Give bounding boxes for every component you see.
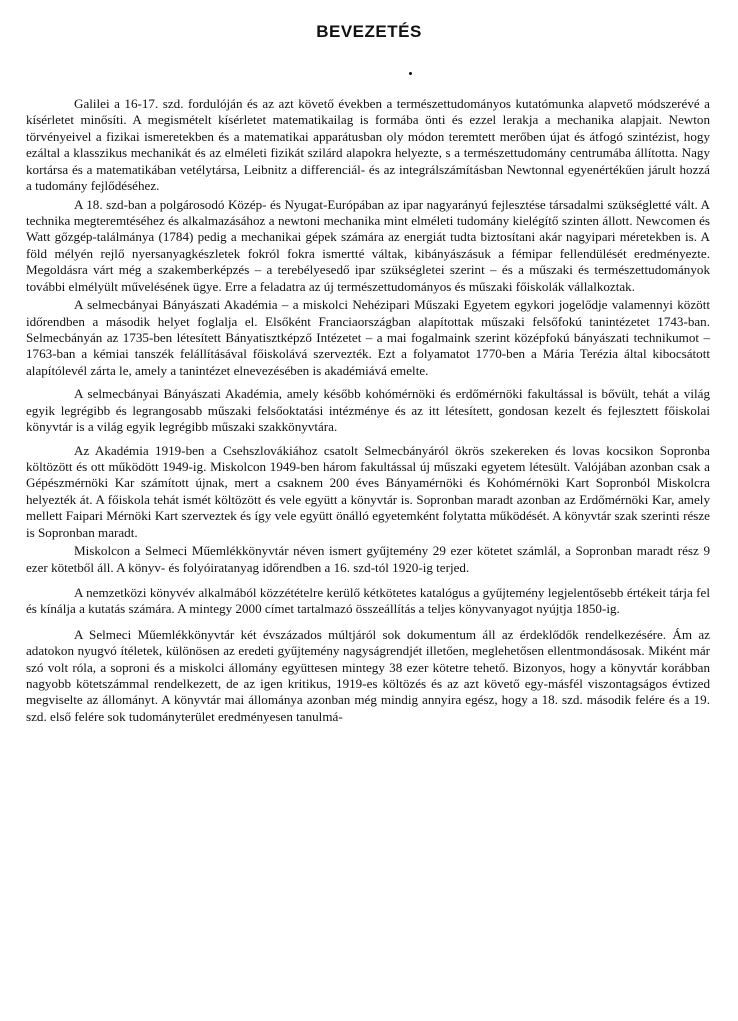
- paragraph-18th-century: A 18. szd-ban a polgárosodó Közép- és Nyugat-Európában az ipar nagyarányú fejlesztése társadalmi szükségletté vált. A technika megteremtéséhez és alkalmazásához a newtoni mechanika mint elméleti tudomány kielégítő szinten állott. Newcomen és Watt gőzgép-találmánya (1784) pedig a mechanikai gépek számára az energiát tudta biztosítani akár nagyipari méretekben is. A föld mélyén rejlő nyersanyagkészletek fokról fokra ismertté váltak, kibányászásuk a fémipar fellendülését eredményezte. Megoldásra várt még a szakemberképzés – a terebélyesedő ipar szükségletei szerint – és a műszaki és természettudományok további elmélyült művelésének ügye. Erre a feladatra az új természettudományos és műszaki főiskolák vállalkoztak.: [26, 196, 710, 294]
- paragraph-relocation: Az Akadémia 1919-ben a Csehszlovákiához csatolt Selmecbányáról ökrös szekereken és lovas kocsikon Sopronba költözött és ott működött 1949-ig. Miskolcon 1949-ben három fakultással új műszaki egyetem létesült. Valójában azonban csak a Gépészmérnöki Kar számított újnak, mert a csaknem 200 éves Bányamérnöki és Kohómérnöki Kart Sopronból Miskolcra helyezték át. A főiskola tehát ismét költözött és vele együtt a könyvtár is. Sopronban maradt azonban az Erdőmérnöki Kar, amely mellett Faipari Mérnöki Kart szerveztek és így vele együtt önálló egyetemként folytatta működését. A könyvtár szak szerinti része is Sopronban maradt.: [26, 442, 710, 540]
- paragraph-academy-library: A selmecbányai Bányászati Akadémia, amely később kohómérnöki és erdőmérnöki fakultással is bővült, tehát a világ egyik legrégibb és legrangosabb műszaki felsőoktatási intézménye és az itt létesített, gondosan kezelt és fejlesztett főiskolai könyvtár is a világ egyik legrégibb műszaki szakkönyvtára.: [26, 386, 710, 435]
- decorative-dot: [409, 72, 412, 75]
- document-body: [26, 96, 710, 727]
- document-title: BEVEZETÉS: [316, 22, 422, 41]
- paragraph-selmecbanya-academy: A selmecbányai Bányászati Akadémia – a miskolci Nehézipari Műszaki Egyetem egykori jogelődje valamennyi között időrendben a második helyet foglalja el. Elsőként Franciaországban alapítottak műszaki felsőfokú tanintézetet 1743-ban. Selmecbányán az 1735-ben létesített Bányatisztképző Intézetet – a mai fogalmaink szerint középfokú bányászati technikumot – 1763-ban a kémiai tanszék felállításával főiskolává szervezték. Ezt a folyamatot 1770-ben a Mária Terézia által kibocsátott alapítólevél zárta le, amely a tanintézet elnevezésében is akadémiává emelte.: [26, 297, 710, 378]
- paragraph-collection-size: Miskolcon a Selmeci Műemlékkönyvtár néven ismert gyűjtemény 29 ezer kötetet számlál, a Sopronban maradt rész 9 ezer kötetből áll. A könyv- és folyóiratanyag időrendben a 16. szd-tól 1920-ig terjed.: [26, 543, 710, 575]
- paragraph-galilei: Galilei a 16-17. szd. fordulóján és az azt követő években a természettudományos kutatómunka alapvető módszerévé a kísérletet minősíti. A megismételt kísérletet matematikailag is formába önti és ezzel lerakja a mechanika alapjait. Newton törvényeivel a fizikai ismeretekben és a matematikai apparátusban oly módon teremtett merőben újat és átfogó szintézist, hogy ezáltal a klasszikus mechanikát és az elméleti fizikát szilárd alapokra helyezte, s a természettudomány centrumába állította. Nagy kortársa és a matematikában vetélytársa, Leibnitz a differenciál- és az integrálszámításban Newtonnal egyenértékűen járult hozzá a tudomány fejlődéséhez.: [26, 96, 710, 194]
- paragraph-catalogue: A nemzetközi könyvév alkalmából közzétételre kerülő kétkötetes katalógus a gyűjtemény legjelentősebb értékeit tárja fel és kínálja a kutatás számára. A mintegy 2000 címet tartalmazó összeállítás a teljes könyvanyagot nyújtja 1850-ig.: [26, 584, 710, 617]
- paragraph-library-history: A Selmeci Műemlékkönyvtár két évszázados múltjáról sok dokumentum áll az érdeklődők rendelkezésére. Ám az adatokon nyugvó ítéletek, különösen az eredeti gyűjtemény nagyságrendjét illetően, meglehetősen ellentmondásosak. Miként már szó volt róla, a soproni és a miskolci állomány együttesen mintegy 38 ezer kötetre tehető. Bizonyos, hogy a könyvtár korábban nagyobb kötetszámmal rendelkezett, de az igen kritikus, 1919-es költözés és az azt követő egy-másfél viszontagságos évtized megviselte az állományt. A könyvtár mai állománya azonban még mindig annyira egész, hogy a 18. szd. második felére és a 19. szd. első felére sok tudományterület eredményesen tanulmá-: [26, 626, 710, 724]
